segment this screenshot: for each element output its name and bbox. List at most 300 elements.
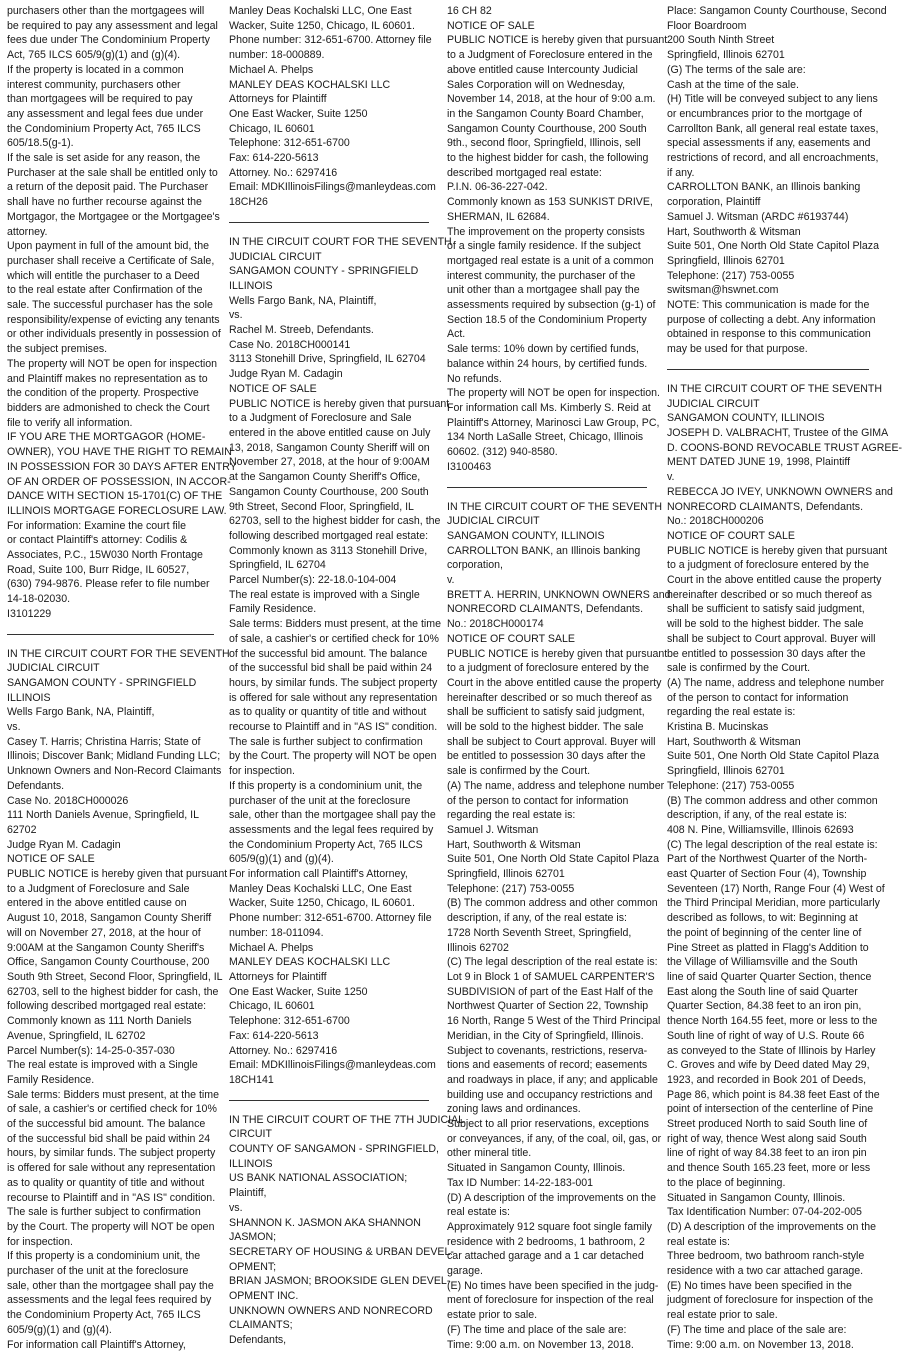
notice-text-line: ILLINOIS: [229, 279, 429, 294]
notice-text-line: 3113 Stonehill Drive, Springfield, IL 62704: [229, 352, 429, 367]
notice-text-line: OF AN ORDER OF POSSESSION, IN ACCOR-: [7, 475, 214, 490]
notice-text-line: fees due under The Condominium Property: [7, 33, 214, 48]
notice-text-line: The sale is further subject to confirmation: [7, 1205, 214, 1220]
notice-text-line: shall be sufficient to satisfy said judgment,: [447, 705, 647, 720]
notice-text-line: above entitled cause Intercounty Judicial: [447, 63, 647, 78]
notice-text-line: NOTE: This communication is made for the: [667, 298, 869, 313]
notice-text-line: D. COONS-BOND REVOCABLE TRUST AGREE-: [667, 441, 869, 456]
notice-text-line: One East Wacker, Suite 1250: [229, 107, 429, 122]
notice-text-line: For information call Ms. Kimberly S. Reid at: [447, 401, 647, 416]
notice-text-line: Place: Sangamon County Courthouse, Second: [667, 4, 869, 19]
notice-text-line: Seventeen (17) North, Range Four (4) West of: [667, 882, 869, 897]
notice-text-line: Act, 765 ILCS 605/9(g)(1) and (g)(4).: [7, 48, 214, 63]
notice-text-line: DANCE WITH SECTION 15-1701(C) OF THE: [7, 489, 214, 504]
notice-text-line: Wells Fargo Bank, NA, Plaintiff,: [229, 294, 429, 309]
notice-text-line: Springfield, IL 62704: [229, 558, 429, 573]
notice-text-line: JOSEPH D. VALBRACHT, Trustee of the GIMA: [667, 426, 869, 441]
notice-text-line: Upon payment in full of the amount bid, the: [7, 239, 214, 254]
notice-text-line: 9:00AM at the Sangamon County Sheriff's: [7, 941, 214, 956]
notice-text-line: residence with a two car attached garage.: [667, 1264, 869, 1279]
notice-text-line: garage.: [447, 1264, 647, 1279]
notice-text-line: I3101229: [7, 607, 214, 622]
notice-text-line: Street produced North to said South line of: [667, 1117, 869, 1132]
notice-text-line: BRIAN JASMON; BROOKSIDE GLEN DEVEL-: [229, 1274, 429, 1289]
notice-text-line: OWNER), YOU HAVE THE RIGHT TO REMAIN: [7, 445, 214, 460]
notice-text-line: sale is confirmed by the Court.: [447, 764, 647, 779]
notice-text-line: 605/9(g)(1) and (g)(4).: [229, 852, 429, 867]
notice-text-line: zoning laws and ordinances.: [447, 1102, 647, 1117]
notice-text-line: 13, 2018, Sangamon County Sheriff will on: [229, 441, 429, 456]
notice-text-line: may be used for that purpose.: [667, 342, 869, 357]
notice-text-line: to the place of beginning.: [667, 1176, 869, 1191]
notice-text-line: Mortgagor, the Mortgagee or the Mortgagee's: [7, 210, 214, 225]
notice-text-line: The sale is further subject to confirmation: [229, 735, 429, 750]
notice-text-line: Email: MDKIllinoisFilings@manleydeas.com: [229, 1058, 429, 1073]
notice-text-line: judgment of foreclosure for inspection of the: [667, 1293, 869, 1308]
notice-text-line: estate prior to sale.: [447, 1308, 647, 1323]
notice-text-line: tions and easements of record; easements: [447, 1058, 647, 1073]
notice-text-line: the Condominium Property Act, 765 ILCS: [7, 1308, 214, 1323]
notice-text-line: Phone number: 312-651-6700. Attorney file: [229, 33, 429, 48]
notice-text-line: Commonly known as 153 SUNKIST DRIVE,: [447, 195, 647, 210]
notice-text-line: Illinois; Discover Bank; Midland Funding LLC;: [7, 749, 214, 764]
notice-text-line: Chicago, IL 60601: [229, 999, 429, 1014]
notice-text-line: balance within 24 hours, by certified funds.: [447, 357, 647, 372]
notice-divider: [229, 1100, 429, 1101]
notice-text-line: of the successful bid amount. The balance: [7, 1117, 214, 1132]
notice-text-line: JUDICIAL CIRCUIT: [229, 250, 429, 265]
notice-text-line: The property will NOT be open for inspection.: [447, 386, 647, 401]
notice-text-line: Act.: [447, 327, 647, 342]
notice-text-line: in the Sangamon County Board Chamber,: [447, 107, 647, 122]
notice-text-line: (E) No times have been specified in the judg-: [447, 1279, 647, 1294]
notice-text-line: 134 North LaSalle Street, Chicago, Illinois: [447, 430, 647, 445]
notice-text-line: the point of beginning of the center line of: [667, 926, 869, 941]
notice-text-line: Attorneys for Plaintiff: [229, 970, 429, 985]
notice-text-line: for inspection.: [229, 764, 429, 779]
notice-text-line: shall be sufficient to satisfy said judgment,: [667, 602, 869, 617]
notice-text-line: be entitled to possession 30 days after the: [667, 647, 869, 662]
notice-text-line: No refunds.: [447, 372, 647, 387]
notice-text-line: Springfield, Illinois 62701: [667, 254, 869, 269]
notice-text-line: mortgaged real estate is a unit of a common: [447, 254, 647, 269]
notice-text-line: recourse to Plaintiff and in "AS IS" condition.: [229, 720, 429, 735]
column-3: [447, 4, 647, 1335]
notice-text-line: sale. The successful purchaser has the sole: [7, 298, 214, 313]
notice-text-line: Unknown Owners and Non-Record Claimants: [7, 764, 214, 779]
notice-text-line: a return of the deposit paid. The Purchaser: [7, 180, 214, 195]
notice-text-line: 1728 North Seventh Street, Springfield,: [447, 926, 647, 941]
notice-text-line: sale, other than the mortgagee shall pay the: [7, 1279, 214, 1294]
notice-text-line: IN THE CIRCUIT COURT OF THE 7TH JUDICIAL: [229, 1113, 429, 1128]
notice-text-line: Judge Ryan M. Cadagin: [229, 367, 429, 382]
notice-text-line: Cash at the time of the sale.: [667, 78, 869, 93]
notice-text-line: 60602. (312) 940-8580.: [447, 445, 647, 460]
notice-text-line: number: 18-000889.: [229, 48, 429, 63]
notice-text-line: as to quality or quantity of title and without: [7, 1176, 214, 1191]
notice-text-line: Email: MDKIllinoisFilings@manleydeas.com: [229, 180, 429, 195]
notice-text-line: CIRCUIT: [229, 1127, 429, 1142]
notice-text-line: NONRECORD CLAIMANTS, Defendants.: [447, 602, 647, 617]
notice-text-line: the subject premises.: [7, 342, 214, 357]
notice-text-line: vs.: [229, 1201, 429, 1216]
notice-text-line: right of way, thence West along said South: [667, 1132, 869, 1147]
notice-text-line: NOTICE OF SALE: [447, 19, 647, 34]
notice-text-line: the condition of the property. Prospective: [7, 386, 214, 401]
notice-text-line: NONRECORD CLAIMANTS, Defendants.: [667, 500, 869, 515]
notice-text-line: SANGAMON COUNTY - SPRINGFIELD: [7, 676, 214, 691]
notice-text-line: CARROLLTON BANK, an Illinois banking: [447, 544, 647, 559]
notice-text-line: MANLEY DEAS KOCHALSKI LLC: [229, 78, 429, 93]
notice-text-line: other mineral title.: [447, 1146, 647, 1161]
notice-text-line: Time: 9:00 a.m. on November 13, 2018.: [667, 1338, 869, 1352]
notice-text-line: If this property is a condominium unit, the: [229, 779, 429, 794]
notice-text-line: Floor Boardroom: [667, 19, 869, 34]
notice-text-line: IN THE CIRCUIT COURT OF THE SEVENTH: [667, 382, 869, 397]
notice-text-line: IN THE CIRCUIT COURT OF THE SEVENTH: [447, 500, 647, 515]
notice-text-line: 9th., second floor, Springfield, Illinois, sell: [447, 136, 647, 151]
notice-text-line: building use and occupancy restrictions and: [447, 1088, 647, 1103]
notice-text-line: sale is confirmed by the Court.: [667, 661, 869, 676]
notice-text-line: corporation,: [447, 558, 647, 573]
notice-text-line: (A) The name, address and telephone number: [447, 779, 647, 794]
notice-text-line: One East Wacker, Suite 1250: [229, 985, 429, 1000]
notice-text-line: to the real estate after Confirmation of the: [7, 283, 214, 298]
notice-text-line: Telephone: 312-651-6700: [229, 1014, 429, 1029]
notice-text-line: Suite 501, One North Old State Capitol Plaza: [667, 749, 869, 764]
notice-text-line: real estate is:: [667, 1235, 869, 1250]
notice-text-line: CLAIMANTS;: [229, 1318, 429, 1333]
notice-text-line: the Condominium Property Act, 765 ILCS: [229, 838, 429, 853]
notice-text-line: hereinafter described or so much thereof as: [667, 588, 869, 603]
notice-text-line: (G) The terms of the sale are:: [667, 63, 869, 78]
notice-text-line: The property will NOT be open for inspection: [7, 357, 214, 372]
notice-text-line: For information call Plaintiff's Attorney,: [7, 1338, 214, 1352]
notice-text-line: Samuel J. Witsman: [447, 823, 647, 838]
notice-text-line: IN THE CIRCUIT COURT FOR THE SEVENTH: [7, 647, 214, 662]
notice-text-line: Kristina B. Mucinskas: [667, 720, 869, 735]
notice-text-line: For information call Plaintiff's Attorney,: [229, 867, 429, 882]
notice-text-line: (A) The name, address and telephone number: [667, 676, 869, 691]
notice-text-line: The real estate is improved with a Single: [7, 1058, 214, 1073]
notice-text-line: recourse to Plaintiff and in "AS IS" condition.: [7, 1191, 214, 1206]
notice-text-line: hereinafter described or so much thereof as: [447, 691, 647, 706]
notice-text-line: Sale terms: 10% down by certified funds,: [447, 342, 647, 357]
notice-text-line: The real estate is improved with a Single: [229, 588, 429, 603]
notice-text-line: or encumbrances prior to the mortgage of: [667, 107, 869, 122]
notice-text-line: Avenue, Springfield, IL 62702: [7, 1029, 214, 1044]
legal-notice: [229, 1113, 429, 1348]
notice-text-line: real estate is:: [447, 1205, 647, 1220]
notice-text-line: the Village of Williamsville and the South: [667, 955, 869, 970]
notice-text-line: P.I.N. 06-36-227-042.: [447, 180, 647, 195]
notice-text-line: for inspection.: [7, 1235, 214, 1250]
notice-text-line: line of right of way 84.38 feet to an iron pin: [667, 1146, 869, 1161]
notice-text-line: Attorney. No.: 6297416: [229, 1044, 429, 1059]
notice-text-line: obtained in response to this communication: [667, 327, 869, 342]
notice-text-line: If the sale is set aside for any reason, the: [7, 151, 214, 166]
notice-text-line: UNKNOWN OWNERS AND NONRECORD: [229, 1304, 429, 1319]
notice-text-line: PUBLIC NOTICE is hereby given that pursuant: [229, 397, 429, 412]
notice-text-line: ILLINOIS: [7, 691, 214, 706]
notice-text-line: Part of the Northwest Quarter of the North-: [667, 852, 869, 867]
notice-text-line: NOTICE OF SALE: [229, 382, 429, 397]
notice-text-line: 200 South Ninth Street: [667, 33, 869, 48]
notice-text-line: to a Judgment of Foreclosure and Sale: [229, 411, 429, 426]
notice-text-line: SECRETARY OF HOUSING & URBAN DEVEL-: [229, 1245, 429, 1260]
notice-text-line: Wells Fargo Bank, NA, Plaintiff,: [7, 705, 214, 720]
notice-text-line: NOTICE OF SALE: [7, 852, 214, 867]
notice-text-line: will be sold to the highest bidder. The sale: [447, 720, 647, 735]
notice-text-line: to a judgment of foreclosure entered by the: [667, 558, 869, 573]
legal-notice: [7, 647, 214, 1352]
notice-text-line: 408 N. Pine, Williamsville, Illinois 62693: [667, 823, 869, 838]
notice-text-line: Court in the above entitled cause the property: [667, 573, 869, 588]
notice-text-line: restrictions of record, and all encroachments,: [667, 151, 869, 166]
notice-text-line: 18CH141: [229, 1073, 429, 1088]
notice-text-line: South 9th Street, Second Floor, Springfield, IL: [7, 970, 214, 985]
legal-notice: [447, 500, 647, 1352]
notice-text-line: of the successful bid amount. The balance: [229, 647, 429, 662]
notice-text-line: Hart, Southworth & Witsman: [667, 735, 869, 750]
notice-text-line: JUDICIAL CIRCUIT: [7, 661, 214, 676]
notice-text-line: Approximately 912 square foot single family: [447, 1220, 647, 1235]
notice-text-line: Meridian, in the City of Springfield, Illinois.: [447, 1029, 647, 1044]
notice-text-line: 62702: [7, 823, 214, 838]
notice-text-line: Hart, Southworth & Witsman: [667, 225, 869, 240]
notice-text-line: (630) 794-9876. Please refer to file number: [7, 577, 214, 592]
notice-text-line: 62703, sell to the highest bidder for cash, the: [229, 514, 429, 529]
notice-text-line: Wacker, Suite 1250, Chicago, IL 60601.: [229, 19, 429, 34]
notice-text-line: Sangamon County Courthouse, 200 South: [447, 122, 647, 137]
notice-text-line: interest community, the purchaser of the: [447, 269, 647, 284]
notice-text-line: Defendants,: [229, 1333, 429, 1348]
notice-text-line: Springfield, Illinois 62701: [447, 867, 647, 882]
notice-text-line: of sale, a cashier's or certified check for 10%: [229, 632, 429, 647]
notice-text-line: Chicago, IL 60601: [229, 122, 429, 137]
notice-text-line: description, if any, of the real estate is:: [447, 911, 647, 926]
notice-text-line: Quarter Section, 84.38 feet to an iron pin,: [667, 999, 869, 1014]
notice-text-line: CARROLLTON BANK, an Illinois banking: [667, 180, 869, 195]
notice-text-line: number: 18-011094.: [229, 926, 429, 941]
notice-text-line: attorney.: [7, 225, 214, 240]
notice-text-line: JASMON;: [229, 1230, 429, 1245]
notice-text-line: Pine Street as platted in Flagg's Addition to: [667, 941, 869, 956]
notice-text-line: of the successful bid shall be paid within 24: [229, 661, 429, 676]
legal-notice: [229, 4, 429, 210]
notice-text-line: Sale terms: Bidders must present, at the time: [229, 617, 429, 632]
notice-text-line: (C) The legal description of the real estate is:: [447, 955, 647, 970]
notice-text-line: BRETT A. HERRIN, UNKNOWN OWNERS and: [447, 588, 647, 603]
notice-text-line: shall be subject to Court approval. Buyer will: [447, 735, 647, 750]
notice-text-line: PUBLIC NOTICE is hereby given that pursuant: [667, 544, 869, 559]
notice-text-line: of the person to contact for information: [447, 794, 647, 809]
notice-text-line: regarding the real estate is:: [447, 808, 647, 823]
notice-text-line: unit other than a mortgagee shall pay the: [447, 283, 647, 298]
notice-text-line: 1923, and recorded in Book 201 of Deeds,: [667, 1073, 869, 1088]
notice-text-line: I3100463: [447, 460, 647, 475]
notice-text-line: (D) A description of the improvements on the: [447, 1191, 647, 1206]
notice-text-line: November 27, 2018, at the hour of 9:00AM: [229, 455, 429, 470]
notice-text-line: assessments and the legal fees required by: [229, 823, 429, 838]
notice-text-line: by the Court. The property will NOT be open: [229, 749, 429, 764]
notice-text-line: Phone number: 312-651-6700. Attorney file: [229, 911, 429, 926]
legal-notice: [667, 4, 869, 357]
notice-text-line: the Third Principal Meridian, more particularly: [667, 896, 869, 911]
notice-text-line: v.: [667, 470, 869, 485]
notice-text-line: JUDICIAL CIRCUIT: [447, 514, 647, 529]
notice-text-line: corporation, Plaintiff: [667, 195, 869, 210]
notice-text-line: and roadways in place, if any; and applicable: [447, 1073, 647, 1088]
notice-text-line: Illinois 62702: [447, 941, 647, 956]
notice-text-line: purchasers other than the mortgagees will: [7, 4, 214, 19]
notice-text-line: Fax: 614-220-5613: [229, 151, 429, 166]
notice-text-line: car attached garage and a 1 car detached: [447, 1249, 647, 1264]
notice-text-line: Casey T. Harris; Christina Harris; State of: [7, 735, 214, 750]
notice-text-line: as conveyed to the State of Illinois by Harley: [667, 1044, 869, 1059]
notice-text-line: 9th Street, Second Floor, Springfield, IL: [229, 500, 429, 515]
notice-text-line: than mortgagees will be required to pay: [7, 92, 214, 107]
notice-text-line: 16 North, Range 5 West of the Third Principal: [447, 1014, 647, 1029]
notice-text-line: hours, by similar funds. The subject property: [7, 1146, 214, 1161]
notice-text-line: Situated in Sangamon County, Illinois.: [447, 1161, 647, 1176]
notice-text-line: or conveyances, if any, of the coal, oil, gas, or: [447, 1132, 647, 1147]
notice-text-line: Commonly known as 3113 Stonehill Drive,: [229, 544, 429, 559]
notice-text-line: (E) No times have been specified in the: [667, 1279, 869, 1294]
notice-text-line: point of intersection of the centerline of Pine: [667, 1102, 869, 1117]
notice-divider: [229, 222, 429, 223]
legal-notice: [447, 4, 647, 475]
notice-text-line: Tax ID Number: 14-22-183-001: [447, 1176, 647, 1191]
notice-text-line: be entitled to possession 30 days after the: [447, 749, 647, 764]
notice-text-line: Subject to all prior reservations, exceptions: [447, 1117, 647, 1132]
notice-text-line: purchaser shall receive a Certificate of Sale,: [7, 254, 214, 269]
notice-text-line: PUBLIC NOTICE is hereby given that pursuant: [447, 647, 647, 662]
notice-text-line: Samuel J. Witsman (ARDC #6193744): [667, 210, 869, 225]
notice-text-line: NOTICE OF COURT SALE: [667, 529, 869, 544]
notice-text-line: ILLINOIS: [229, 1157, 429, 1172]
notice-text-line: PUBLIC NOTICE is hereby given that pursuant: [447, 33, 647, 48]
notice-text-line: any assessment and legal fees due under: [7, 107, 214, 122]
notice-text-line: be required to pay any assessment and legal: [7, 19, 214, 34]
notice-text-line: Parcel Number(s): 22-18.0-104-004: [229, 573, 429, 588]
notice-text-line: special assessments if any, easements and: [667, 136, 869, 151]
notice-text-line: purchaser of the unit at the foreclosure: [229, 794, 429, 809]
notice-text-line: (B) The common address and other common: [667, 794, 869, 809]
notice-text-line: to a Judgment of Foreclosure entered in the: [447, 48, 647, 63]
notice-text-line: to a Judgment of Foreclosure and Sale: [7, 882, 214, 897]
legal-notice: [229, 235, 429, 1088]
notice-text-line: Associates, P.C., 15W030 North Frontage: [7, 548, 214, 563]
notice-text-line: MENT DATED JUNE 19, 1998, Plaintiff: [667, 455, 869, 470]
notice-text-line: assessments and the legal fees required by: [7, 1293, 214, 1308]
notice-text-line: is offered for sale without any representation: [7, 1161, 214, 1176]
notice-text-line: will on November 27, 2018, at the hour of: [7, 926, 214, 941]
notice-text-line: IF YOU ARE THE MORTGAGOR (HOME-: [7, 430, 214, 445]
notice-text-line: Family Residence.: [7, 1073, 214, 1088]
notice-text-line: purpose of collecting a debt. Any information: [667, 313, 869, 328]
notice-text-line: Sangamon County Courthouse, 200 South: [229, 485, 429, 500]
notice-text-line: No.: 2018CH000174: [447, 617, 647, 632]
notice-text-line: Commonly known as 111 North Daniels: [7, 1014, 214, 1029]
notice-text-line: east Quarter of Section Four (4), Township: [667, 867, 869, 882]
notice-text-line: Case No. 2018CH000026: [7, 794, 214, 809]
legal-notice: [667, 382, 869, 1352]
notice-text-line: shall have no further recourse against the: [7, 195, 214, 210]
notice-text-line: if any.: [667, 166, 869, 181]
notice-text-line: 605/18.5(g-1).: [7, 136, 214, 151]
notice-text-line: vs.: [229, 308, 429, 323]
notice-text-line: Tax Identification Number: 07-04-202-005: [667, 1205, 869, 1220]
notice-text-line: assessments required by subsection (g-1) of: [447, 298, 647, 313]
notice-text-line: vs.: [7, 720, 214, 735]
notice-divider: [7, 634, 214, 635]
column-2: [229, 4, 429, 1335]
notice-text-line: or other individuals presently in possession of: [7, 327, 214, 342]
notice-text-line: will be sold to the highest bidder. The sale: [667, 617, 869, 632]
notice-text-line: shall be subject to Court approval. Buyer will: [667, 632, 869, 647]
notice-text-line: Plaintiff,: [229, 1186, 429, 1201]
notice-text-line: Attorney. No.: 6297416: [229, 166, 429, 181]
notice-text-line: Springfield, Illinois 62701: [667, 48, 869, 63]
notice-text-line: ment of foreclosure for inspection of the real: [447, 1293, 647, 1308]
notice-text-line: No.: 2018CH000206: [667, 514, 869, 529]
notice-text-line: of a single family residence. If the subject: [447, 239, 647, 254]
notice-text-line: US BANK NATIONAL ASSOCIATION;: [229, 1171, 429, 1186]
notice-text-line: and Plaintiff makes no representation as to: [7, 372, 214, 387]
notice-text-line: OPMENT;: [229, 1260, 429, 1275]
notice-text-line: Fax: 614-220-5613: [229, 1029, 429, 1044]
notice-text-line: entered in the above entitled cause on July: [229, 426, 429, 441]
notice-text-line: Family Residence.: [229, 602, 429, 617]
notice-text-line: thence North 164.55 feet, more or less to the: [667, 1014, 869, 1029]
notice-text-line: description, if any, of the real estate is:: [667, 808, 869, 823]
notice-text-line: to the highest bidder for cash, the following: [447, 151, 647, 166]
notice-text-line: If the property is located in a common: [7, 63, 214, 78]
notice-text-line: PUBLIC NOTICE is hereby given that pursuant: [7, 867, 214, 882]
notice-text-line: The improvement on the property consists: [447, 225, 647, 240]
notice-text-line: (H) Title will be conveyed subject to any liens: [667, 92, 869, 107]
notice-text-line: OPMENT INC.: [229, 1289, 429, 1304]
notice-text-line: of the person to contact for information: [667, 691, 869, 706]
notice-text-line: v.: [447, 573, 647, 588]
notice-text-line: at the Sangamon County Sheriff's Office,: [229, 470, 429, 485]
notice-text-line: IN POSSESSION FOR 30 DAYS AFTER ENTRY: [7, 460, 214, 475]
notice-text-line: sale, other than the mortgagee shall pay the: [229, 808, 429, 823]
notice-text-line: of the successful bid shall be paid within 24: [7, 1132, 214, 1147]
notice-text-line: (F) The time and place of the sale are:: [667, 1323, 869, 1338]
notice-text-line: Time: 9:00 a.m. on November 13, 2018.: [447, 1338, 647, 1352]
notice-text-line: 605/9(g)(1) and (g)(4).: [7, 1323, 214, 1338]
notice-text-line: SANGAMON COUNTY, ILLINOIS: [667, 411, 869, 426]
notice-text-line: MANLEY DEAS KOCHALSKI LLC: [229, 955, 429, 970]
notice-text-line: Court in the above entitled cause the property: [447, 676, 647, 691]
notice-text-line: Telephone: (217) 753-0055: [447, 882, 647, 897]
notice-text-line: Telephone: (217) 753-0055: [667, 269, 869, 284]
notice-text-line: is offered for sale without any representation: [229, 691, 429, 706]
notice-text-line: and thence South 165.23 feet, more or less: [667, 1161, 869, 1176]
notice-text-line: ILLINOIS MORTGAGE FORECLOSURE LAW.: [7, 504, 214, 519]
notice-text-line: Carrollton Bank, all general real estate taxes,: [667, 122, 869, 137]
notice-text-line: interest community, purchasers other: [7, 78, 214, 93]
notice-text-line: switsman@hswnet.com: [667, 283, 869, 298]
notice-text-line: 62703, sell to the highest bidder for cash, the: [7, 985, 214, 1000]
column-1: [7, 4, 214, 1335]
notice-text-line: Manley Deas Kochalski LLC, One East: [229, 4, 429, 19]
notice-text-line: 18CH26: [229, 195, 429, 210]
notice-text-line: described as follows, to wit: Beginning at: [667, 911, 869, 926]
notice-text-line: COUNTY OF SANGAMON - SPRINGFIELD,: [229, 1142, 429, 1157]
